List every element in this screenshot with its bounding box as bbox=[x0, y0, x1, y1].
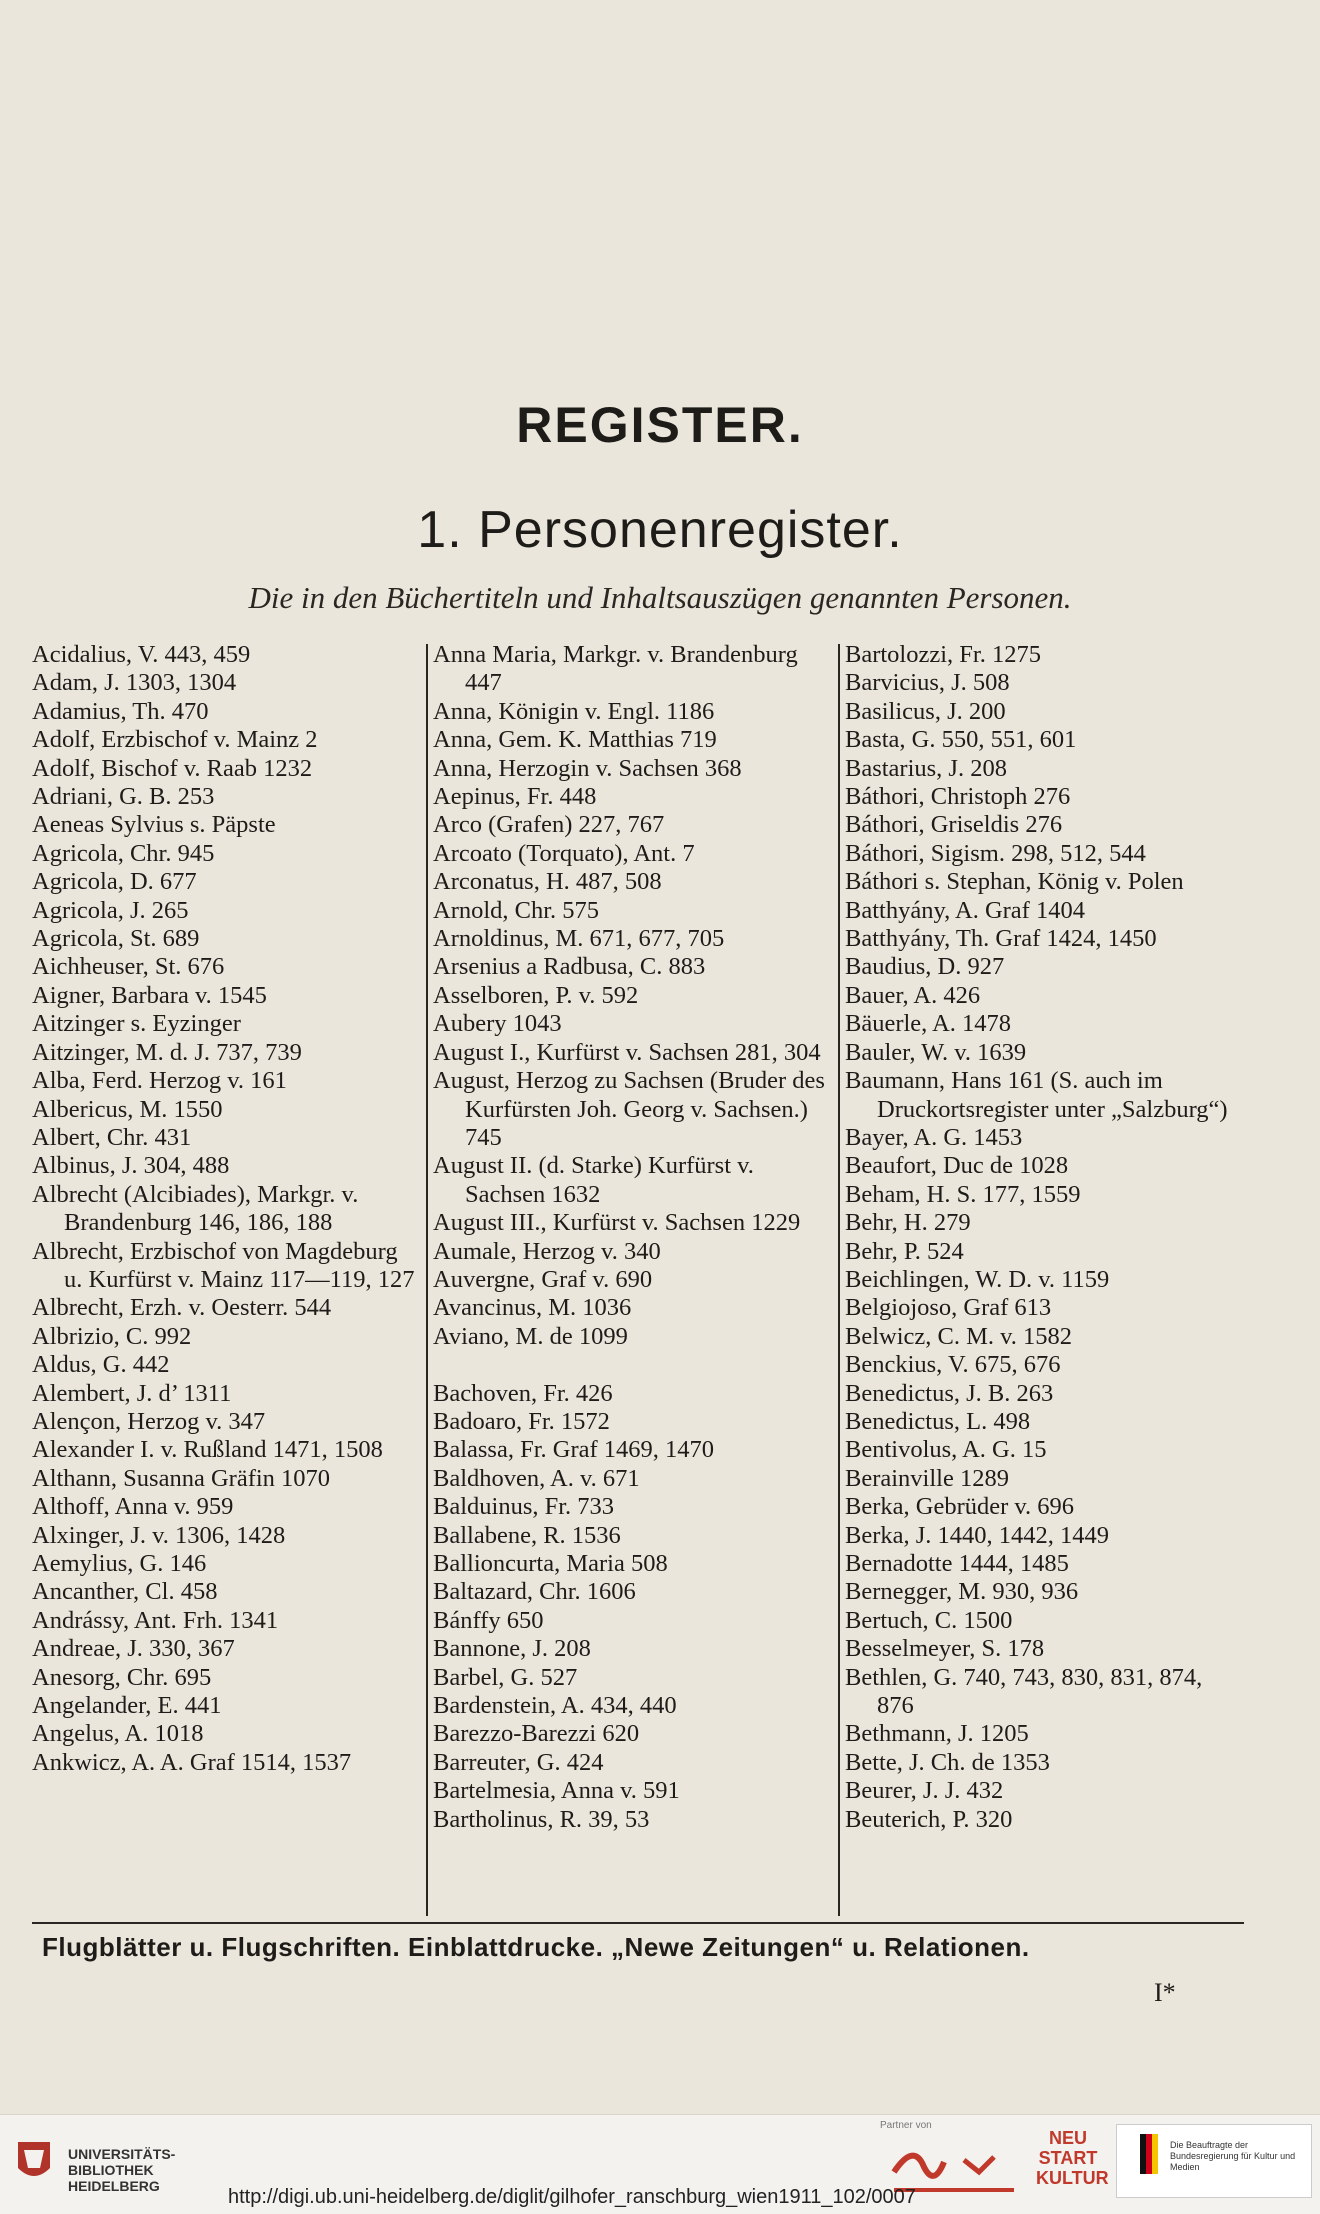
register-entry: Arnold, Chr. 575 bbox=[433, 896, 600, 924]
register-entry: Benckius, V. 675, 676 bbox=[845, 1351, 1061, 1379]
register-entry: Albrecht, Erzbischof von Magdeburg u. Kurfürst v. Mainz 117—119, 127 bbox=[32, 1237, 415, 1293]
register-entry: Alençon, Herzog v. 347 bbox=[32, 1407, 266, 1435]
register-entry: Besselmeyer, S. 178 bbox=[845, 1635, 1045, 1663]
page-footer: Flugblätter u. Flugschriften. Einblattdrucke. „Newe Zeitungen“ u. Relationen. bbox=[42, 1932, 1030, 1962]
register-entry: Adriani, G. B. 253 bbox=[32, 783, 215, 811]
register-entry: Bartholinus, R. 39, 53 bbox=[433, 1805, 650, 1833]
register-entry: Agricola, J. 265 bbox=[32, 896, 189, 924]
register-entry: Ballioncurta, Maria 508 bbox=[433, 1549, 668, 1577]
register-entry: Andrássy, Ant. Frh. 1341 bbox=[32, 1606, 279, 1634]
register-entry: Benedictus, L. 498 bbox=[845, 1407, 1031, 1435]
register-entry: Arnoldinus, M. 671, 677, 705 bbox=[433, 925, 725, 953]
register-entry: Bastarius, J. 208 bbox=[845, 754, 1007, 782]
register-entry: Bardenstein, A. 434, 440 bbox=[433, 1692, 677, 1720]
register-entry: Alxinger, J. v. 1306, 1428 bbox=[32, 1521, 286, 1549]
register-entry: Balassa, Fr. Graf 1469, 1470 bbox=[433, 1436, 715, 1464]
register-entry: Adam, J. 1303, 1304 bbox=[32, 669, 237, 697]
register-entry: Aviano, M. de 1099 bbox=[433, 1322, 628, 1350]
page-url[interactable]: http://digi.ub.uni-heidelberg.de/diglit/gilhofer_ranschburg_wien1911_102/0007 bbox=[228, 2186, 916, 2208]
register-entry: Baumann, Hans 161 (S. auch im Druckortsregister unter „Salzburg“) bbox=[845, 1067, 1228, 1123]
register-entry: Barvicius, J. 508 bbox=[845, 669, 1010, 697]
register-entry: Bethmann, J. 1205 bbox=[845, 1720, 1029, 1748]
register-entry: Angelander, E. 441 bbox=[32, 1692, 222, 1720]
register-entry: Agricola, Chr. 945 bbox=[32, 839, 215, 867]
register-entry: Adolf, Bischof v. Raab 1232 bbox=[32, 754, 313, 782]
register-entry: Arconatus, H. 487, 508 bbox=[433, 868, 662, 896]
register-entry: Beurer, J. J. 432 bbox=[845, 1777, 1004, 1805]
register-entry: Báthori s. Stephan, König v. Polen bbox=[845, 868, 1184, 896]
register-entry: Aichheuser, St. 676 bbox=[32, 953, 225, 981]
register-entry: Batthyány, A. Graf 1404 bbox=[845, 896, 1085, 924]
register-entry: Berka, J. 1440, 1442, 1449 bbox=[845, 1521, 1110, 1549]
register-entry: Aigner, Barbara v. 1545 bbox=[32, 981, 267, 1009]
register-entry: Albrecht, Erzh. v. Oesterr. 544 bbox=[32, 1294, 332, 1322]
register-entry: Aeneas Sylvius s. Päpste bbox=[32, 811, 276, 839]
register-entry: Basta, G. 550, 551, 601 bbox=[845, 726, 1077, 754]
register-entry: Albrizio, C. 992 bbox=[32, 1322, 192, 1350]
register-entry: Barbel, G. 527 bbox=[433, 1663, 578, 1691]
register-entry: Anesorg, Chr. 695 bbox=[32, 1663, 212, 1691]
register-entry: Behr, H. 279 bbox=[845, 1209, 971, 1237]
register-entry: August II. (d. Starke) Kurfürst v. Sachsen 1632 bbox=[433, 1152, 754, 1208]
register-entry: Behr, P. 524 bbox=[845, 1237, 964, 1265]
register-entry: Benedictus, J. B. 263 bbox=[845, 1379, 1054, 1407]
register-entry: Agricola, St. 689 bbox=[32, 925, 200, 953]
register-entry: Badoaro, Fr. 1572 bbox=[433, 1407, 610, 1435]
column-divider bbox=[838, 644, 840, 1916]
register-entry: Angelus, A. 1018 bbox=[32, 1720, 204, 1748]
register-entry: Beichlingen, W. D. v. 1159 bbox=[845, 1265, 1110, 1293]
register-entry: Berainville 1289 bbox=[845, 1464, 1009, 1492]
register-entry: Aitzinger, M. d. J. 737, 739 bbox=[32, 1038, 302, 1066]
register-entry: Arsenius a Radbusa, C. 883 bbox=[433, 953, 706, 981]
register-entry: Agricola, D. 677 bbox=[32, 868, 197, 896]
register-entry: Bernadotte 1444, 1485 bbox=[845, 1550, 1069, 1577]
register-entry: Beaufort, Duc de 1028 bbox=[845, 1152, 1069, 1180]
register-column-1 bbox=[32, 641, 422, 1777]
register-entry: August III., Kurfürst v. Sachsen 1229 bbox=[433, 1209, 801, 1237]
register-entry: Báthori, Sigism. 298, 512, 544 bbox=[845, 839, 1146, 867]
register-entry: Baldhoven, A. v. 671 bbox=[433, 1464, 640, 1492]
register-entry: Bánffy 650 bbox=[433, 1606, 544, 1634]
register-entry: Baltazard, Chr. 1606 bbox=[433, 1578, 636, 1606]
section-note: Die in den Büchertiteln und Inhaltsauszügen genannten Personen. bbox=[248, 580, 1072, 615]
register-entry: Albert, Chr. 431 bbox=[32, 1123, 192, 1151]
register-entry: Aepinus, Fr. 448 bbox=[433, 783, 597, 811]
register-entry: Aitzinger s. Eyzinger bbox=[32, 1010, 241, 1038]
register-entry: Aldus, G. 442 bbox=[32, 1351, 170, 1379]
register-entry: Báthori, Griseldis 276 bbox=[845, 811, 1063, 839]
register-entry: Barezzo-Barezzi 620 bbox=[433, 1720, 640, 1748]
register-entry: Belwicz, C. M. v. 1582 bbox=[845, 1322, 1073, 1350]
register-entry: Bannone, J. 208 bbox=[433, 1635, 591, 1663]
register-entry: Basilicus, J. 200 bbox=[845, 697, 1006, 725]
register-entry: Bäuerle, A. 1478 bbox=[845, 1010, 1012, 1038]
register-entry: Bauer, A. 426 bbox=[845, 981, 981, 1009]
register-entry: Batthyány, Th. Graf 1424, 1450 bbox=[845, 925, 1157, 953]
register-entry: Balduinus, Fr. 733 bbox=[433, 1493, 615, 1521]
register-entry: Anna Maria, Markgr. v. Brandenburg 447 bbox=[433, 641, 798, 697]
register-entry: Althoff, Anna v. 959 bbox=[32, 1493, 234, 1521]
register-entry: Acidalius, V. 443, 459 bbox=[32, 641, 251, 668]
column-divider bbox=[426, 644, 428, 1916]
register-entry: Aumale, Herzog v. 340 bbox=[433, 1237, 661, 1265]
register-entry: Barreuter, G. 424 bbox=[433, 1748, 604, 1776]
register-entry: Bayer, A. G. 1453 bbox=[845, 1123, 1023, 1151]
register-entry: Beham, H. S. 177, 1559 bbox=[845, 1180, 1081, 1208]
register-entry: Berka, Gebrüder v. 696 bbox=[845, 1493, 1075, 1521]
register-entry: Beuterich, P. 320 bbox=[845, 1805, 1013, 1833]
register-entry: Bauler, W. v. 1639 bbox=[845, 1038, 1027, 1066]
register-entry: Alexander I. v. Rußland 1471, 1508 bbox=[32, 1436, 383, 1464]
register-entry: Andreae, J. 330, 367 bbox=[32, 1635, 235, 1663]
university-seal-icon bbox=[14, 2138, 54, 2186]
register-entry: Anna, Königin v. Engl. 1186 bbox=[433, 697, 715, 725]
register-entry: Bartolozzi, Fr. 1275 bbox=[845, 641, 1041, 668]
library-name-line: HEIDELBERG bbox=[68, 2178, 160, 2194]
register-entry: Adamius, Th. 470 bbox=[32, 697, 209, 725]
register-entry: Avancinus, M. 1036 bbox=[433, 1294, 632, 1322]
register-entry: August I., Kurfürst v. Sachsen 281, 304 bbox=[433, 1038, 821, 1066]
register-entry: Anna, Herzogin v. Sachsen 368 bbox=[433, 754, 742, 782]
register-entry: Alba, Ferd. Herzog v. 161 bbox=[32, 1067, 287, 1095]
register-entry: Aemylius, G. 146 bbox=[32, 1550, 207, 1577]
register-entry: Aubery 1043 bbox=[433, 1010, 562, 1038]
page-title: REGISTER. bbox=[516, 397, 804, 453]
register-entry: Ankwicz, A. A. Graf 1514, 1537 bbox=[32, 1748, 352, 1776]
neustart-line: START bbox=[1038, 2148, 1098, 2168]
register-entry: Alembert, J. d’ 1311 bbox=[32, 1379, 232, 1407]
register-entry: Arco (Grafen) 227, 767 bbox=[433, 811, 665, 839]
register-entry: Albinus, J. 304, 488 bbox=[32, 1152, 230, 1180]
register-entry: Bethlen, G. 740, 743, 830, 831, 874, 876 bbox=[845, 1663, 1203, 1720]
register-entry: Adolf, Erzbischof v. Mainz 2 bbox=[32, 726, 318, 754]
register-entry: Albericus, M. 1550 bbox=[32, 1095, 223, 1123]
register-column-3 bbox=[845, 641, 1245, 1834]
register-entry: Báthori, Christoph 276 bbox=[845, 783, 1071, 811]
register-entry: Ballabene, R. 1536 bbox=[433, 1521, 621, 1549]
register-column-2 bbox=[433, 641, 828, 1834]
register-entry: Arcoato (Torquato), Ant. 7 bbox=[433, 839, 695, 867]
register-entry: Bentivolus, A. G. 15 bbox=[845, 1436, 1047, 1464]
register-entry: August, Herzog zu Sachsen (Bruder des Kurfürsten Joh. Georg v. Sachsen.) 745 bbox=[433, 1067, 825, 1151]
register-entry: Bette, J. Ch. de 1353 bbox=[845, 1748, 1050, 1776]
partner-label: Partner von bbox=[880, 2120, 932, 2131]
neustart-line: KULTUR bbox=[1036, 2168, 1109, 2188]
register-entry: Anna, Gem. K. Matthias 719 bbox=[433, 726, 717, 754]
register-entry: Bernegger, M. 930, 936 bbox=[845, 1578, 1079, 1606]
register-entry: Albrecht (Alcibiades), Markgr. v. Brandenburg 146, 186, 188 bbox=[32, 1180, 359, 1237]
library-name-line: UNIVERSITÄTS- bbox=[68, 2146, 176, 2162]
library-name-line: BIBLIOTHEK bbox=[68, 2162, 154, 2178]
register-entry: Althann, Susanna Gräfin 1070 bbox=[32, 1464, 331, 1492]
section-title: 1. Personenregister. bbox=[417, 501, 903, 559]
register-entry: Bachoven, Fr. 426 bbox=[433, 1379, 613, 1407]
register-entry: Baudius, D. 927 bbox=[845, 953, 1005, 981]
register-entry: Belgiojoso, Graf 613 bbox=[845, 1294, 1052, 1322]
library-name bbox=[68, 2146, 175, 2194]
footer-rule bbox=[32, 1922, 1244, 1924]
german-flag-icon bbox=[1140, 2134, 1158, 2174]
neustart-kultur-logo bbox=[1036, 2128, 1109, 2198]
register-entry: Bartelmesia, Anna v. 591 bbox=[433, 1777, 680, 1805]
government-label: Die Beauftragte der Bundesregierung für Kultur und Medien bbox=[1170, 2140, 1296, 2172]
signature-mark: I* bbox=[1154, 1978, 1176, 2007]
register-entry: Ancanther, Cl. 458 bbox=[32, 1578, 218, 1606]
register-entry: Asselboren, P. v. 592 bbox=[433, 981, 639, 1009]
register-entry: Bertuch, C. 1500 bbox=[845, 1606, 1013, 1634]
register-entry: Auvergne, Graf v. 690 bbox=[433, 1265, 653, 1293]
neustart-line: NEU bbox=[1048, 2128, 1087, 2148]
register-entry bbox=[433, 1351, 828, 1379]
